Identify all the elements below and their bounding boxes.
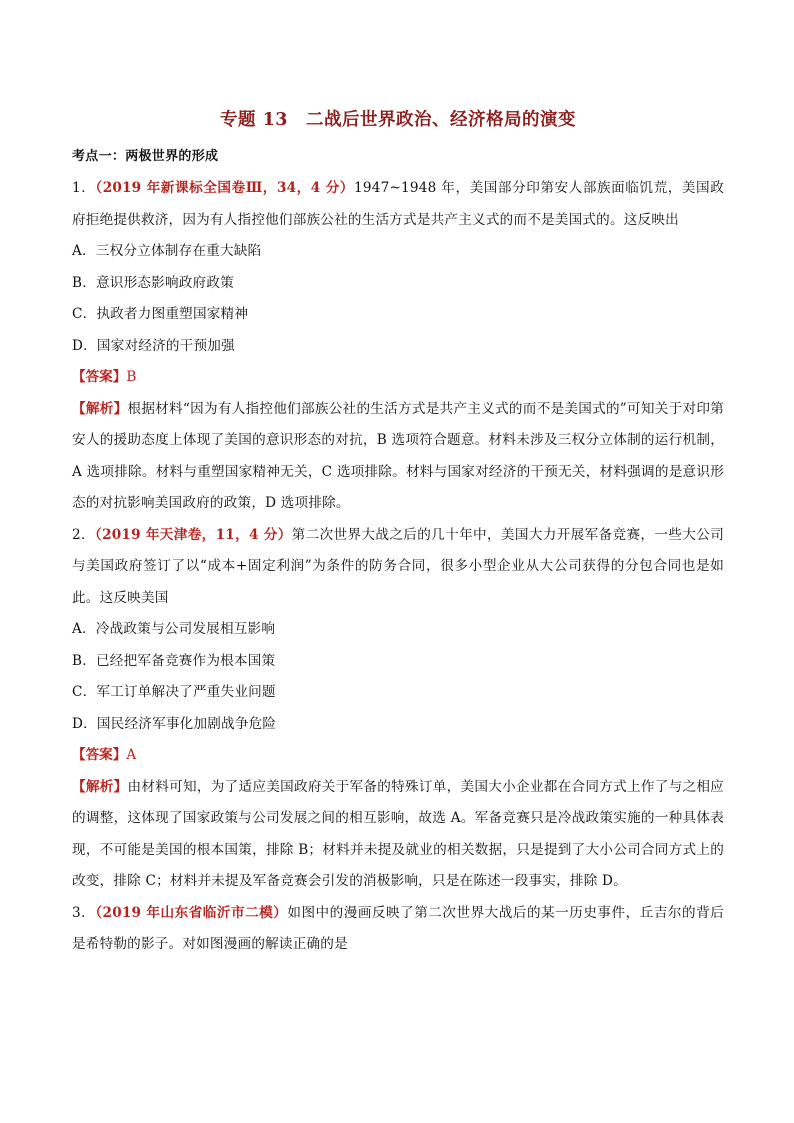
question-text: 如图中的漫画反映了第二次世界大战后的某一历史事件，丘吉尔的背后是希特勒的影子。对如图漫画的解读正确的是: [72, 904, 724, 952]
question-2: [72, 520, 724, 898]
option-b: B．意识形态影响政府政策: [72, 274, 234, 291]
option-b: B．已经把军备竞赛作为根本国策: [72, 652, 276, 669]
answer-label: 【答案】: [72, 369, 127, 385]
option-d: D．国民经济军事化加剧战争危险: [72, 715, 277, 732]
answer-label: 【答案】: [72, 747, 127, 763]
question-number: 1．: [72, 180, 96, 196]
question-source: （2019 年山东省临沂市二模）: [95, 904, 288, 921]
analysis: [72, 394, 724, 520]
question-stem: [72, 898, 724, 961]
question-stem: [72, 173, 724, 236]
analysis-label: 【解析】: [72, 778, 128, 795]
analysis: [72, 772, 724, 898]
answer-line: [72, 362, 724, 394]
question-stem: [72, 520, 724, 615]
section-heading: 考点一：两极世界的形成: [72, 149, 219, 164]
question-number: 3．: [72, 904, 96, 921]
option-a: A．冷战政策与公司发展相互影响: [72, 621, 276, 637]
answer-line: [72, 740, 724, 772]
question-source: （2019 年新课标全国卷Ⅲ，34，4 分）: [95, 180, 355, 196]
answer-value: A: [126, 747, 137, 763]
question-3: [72, 898, 724, 961]
question-1: [72, 173, 724, 520]
document-page: [72, 96, 724, 961]
option-c: C．军工订单解决了严重失业问题: [72, 684, 276, 700]
question-text: 1947~1948 年，美国部分印第安人部族面临饥荒，美国政府拒绝提供救济，因为有人指控他们部族公社的生活方式是共产主义式的而不是美国式的。这反映出: [72, 180, 724, 228]
analysis-text: 根据材料“因为有人指控他们部族公社的生活方式是共产主义式的而不是美国式的”可知关于对印第安人的援助态度上体现了美国的意识形态的对抗，B 选项符合题意。材料未涉及三权分立体制的运行机制，A 选项排除。材料与重塑国家精神无关，C 选项排除。材料与国家对经济的干预无关，材料强调的是意识形态的对抗影响美国政府的政策，D 选项排除。: [72, 400, 724, 511]
question-source: （2019 年天津卷，11，4 分）: [94, 526, 292, 543]
option-d: D．国家对经济的干预加强: [72, 337, 235, 354]
option-c: C．执政者力图重塑国家精神: [72, 306, 249, 322]
analysis-text: 由材料可知，为了适应美国政府关于军备的特殊订单，美国大小企业都在合同方式上作了与之相应的调整，这体现了国家政策与公司发展之间的相互影响，故选 A。军备竞赛只是冷战政策实施的一种具体表现，不可能是美国的根本国策，排除 B；材料并未提及就业的相关数据，只是提到了大小公司合同方式上的改变，排除 C；材料并未提及军备竞赛会引发的消极影响，只是在陈述一段事实，排除 D。: [72, 778, 724, 889]
page-title: 专题 13 二战后世界政治、经济格局的演变: [220, 110, 576, 130]
question-text: 第二次世界大战之后的几十年中，美国大力开展军备竞赛，一些大公司与美国政府签订了以“成本+固定利润”为条件的防务合同，很多小型企业从大公司获得的分包合同也是如此。这反映美国: [72, 526, 724, 606]
answer-value: B: [126, 369, 137, 385]
question-number: 2．: [72, 526, 95, 543]
analysis-label: 【解析】: [72, 400, 128, 417]
option-a: A．三权分立体制存在重大缺陷: [72, 243, 262, 259]
